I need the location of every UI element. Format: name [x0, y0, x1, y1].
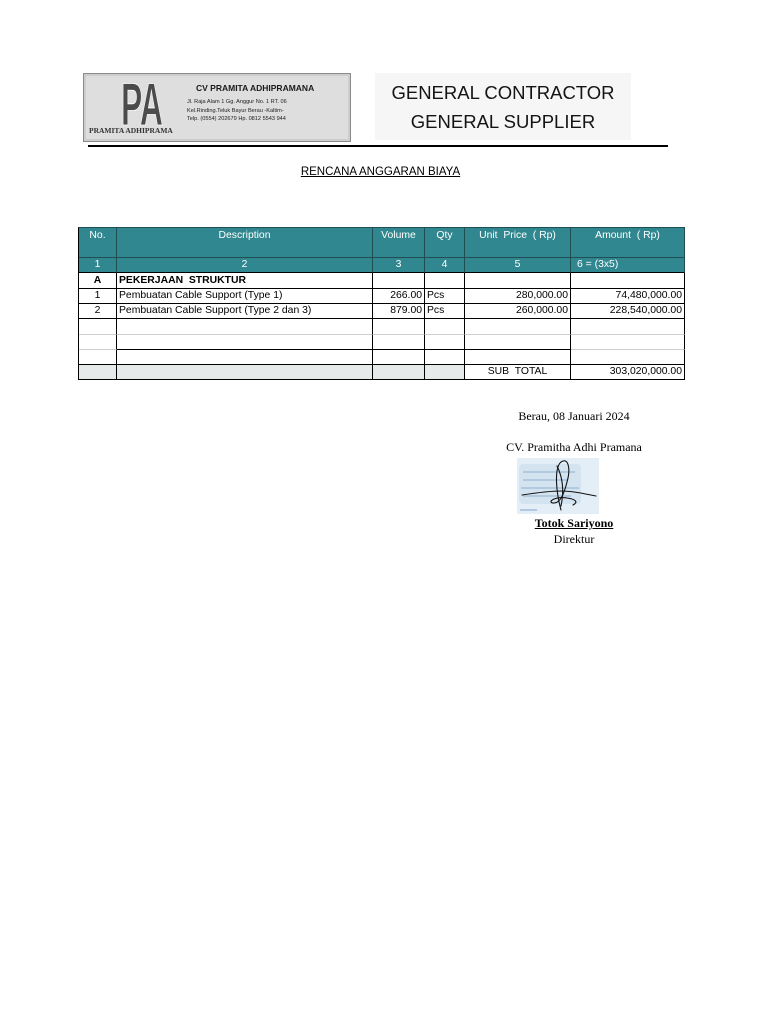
- document-title: RENCANA ANGGARAN BIAYA: [300, 166, 461, 178]
- table-row: [79, 304, 685, 319]
- empty-row: [79, 350, 685, 365]
- item-volume: 879.00: [373, 304, 425, 319]
- budget-table: [78, 227, 685, 380]
- signatory-name: Totok Sariyono: [534, 516, 614, 530]
- tagline-contractor: GENERAL CONTRACTOR: [391, 82, 615, 103]
- column-number: 3: [373, 258, 425, 273]
- column-header-amount: Amount ( Rp): [571, 228, 685, 258]
- stamp-mark: [519, 464, 581, 504]
- header-divider: [88, 145, 668, 147]
- item-unit-price: 280,000.00: [465, 289, 571, 304]
- empty-cell: [79, 319, 117, 335]
- empty-cell: [373, 350, 425, 365]
- empty-cell: [571, 273, 685, 289]
- column-number: 1: [79, 258, 117, 273]
- signature-place-date: Berau, 08 Januari 2024: [518, 409, 630, 423]
- phone-line: Telp. (0554) 202679 Hp. 0812 5543 944: [187, 116, 286, 122]
- empty-cell: [425, 350, 465, 365]
- empty-row: [79, 319, 685, 335]
- empty-cell: [373, 319, 425, 335]
- item-qty: Pcs: [425, 289, 465, 304]
- empty-cell: [79, 365, 117, 380]
- empty-cell: [79, 350, 117, 365]
- item-volume: 266.00: [373, 289, 425, 304]
- address-line: Kel.Rinding.Teluk Bayur Berau -Kaltim-: [187, 107, 284, 114]
- column-number: 2: [117, 258, 373, 273]
- column-header-qty: Qty: [425, 228, 465, 258]
- column-number: 5: [465, 258, 571, 273]
- business-tagline: [375, 73, 631, 140]
- column-header-volume: Volume: [373, 228, 425, 258]
- empty-cell: [465, 335, 571, 350]
- item-description: Pembuatan Cable Support (Type 2 dan 3): [117, 304, 373, 319]
- empty-cell: [117, 365, 373, 380]
- column-header-description: Description: [117, 228, 373, 258]
- logo-initials: PA: [121, 80, 163, 128]
- empty-cell: [425, 365, 465, 380]
- item-amount: 74,480,000.00: [571, 289, 685, 304]
- address-line: Jl. Raja Alam 1 Gg. Anggur No. 1 RT. 06: [187, 99, 287, 105]
- table-header-row: [79, 228, 685, 258]
- signatory-position: Direktur: [553, 532, 595, 546]
- empty-cell: [425, 335, 465, 350]
- column-number: 6 = (3x5): [571, 258, 685, 273]
- empty-cell: [571, 319, 685, 335]
- company-logo-block: [83, 73, 351, 142]
- empty-cell: [373, 365, 425, 380]
- column-header-unit-price: Unit Price ( Rp): [465, 228, 571, 258]
- empty-cell: [373, 335, 425, 350]
- empty-cell: [571, 350, 685, 365]
- empty-cell: [465, 273, 571, 289]
- section-row: [79, 273, 685, 289]
- item-unit-price: 260,000.00: [465, 304, 571, 319]
- empty-cell: [425, 273, 465, 289]
- item-qty: Pcs: [425, 304, 465, 319]
- empty-cell: [79, 335, 117, 350]
- column-number-row: [79, 258, 685, 273]
- empty-cell: [425, 319, 465, 335]
- item-description: Pembuatan Cable Support (Type 1): [117, 289, 373, 304]
- company-address: [187, 98, 287, 124]
- item-no: 2: [79, 304, 117, 319]
- column-number: 4: [425, 258, 465, 273]
- logo-caption: PRAMITA ADHIPRAMA: [89, 126, 173, 135]
- empty-cell: [117, 335, 373, 350]
- subtotal-amount: 303,020,000.00: [571, 365, 685, 380]
- empty-cell: [117, 350, 373, 365]
- signature-company: CV. Pramitha Adhi Pramana: [506, 440, 642, 454]
- section-name: PEKERJAAN STRUKTUR: [117, 273, 373, 289]
- empty-cell: [117, 319, 373, 335]
- table-row: [79, 289, 685, 304]
- empty-cell: [465, 319, 571, 335]
- item-no: 1: [79, 289, 117, 304]
- signature-stamp: [517, 458, 599, 514]
- item-amount: 228,540,000.00: [571, 304, 685, 319]
- empty-cell: [571, 335, 685, 350]
- empty-cell: [465, 350, 571, 365]
- column-header-no: No.: [79, 228, 117, 258]
- subtotal-label: SUB TOTAL: [465, 365, 571, 380]
- tagline-supplier: GENERAL SUPPLIER: [410, 111, 596, 132]
- empty-cell: [373, 273, 425, 289]
- company-logo-mark: [120, 80, 164, 128]
- section-code: A: [79, 273, 117, 289]
- company-name: CV PRAMITA ADHIPRAMANA: [196, 83, 315, 93]
- empty-row: [79, 335, 685, 350]
- subtotal-row: [79, 365, 685, 380]
